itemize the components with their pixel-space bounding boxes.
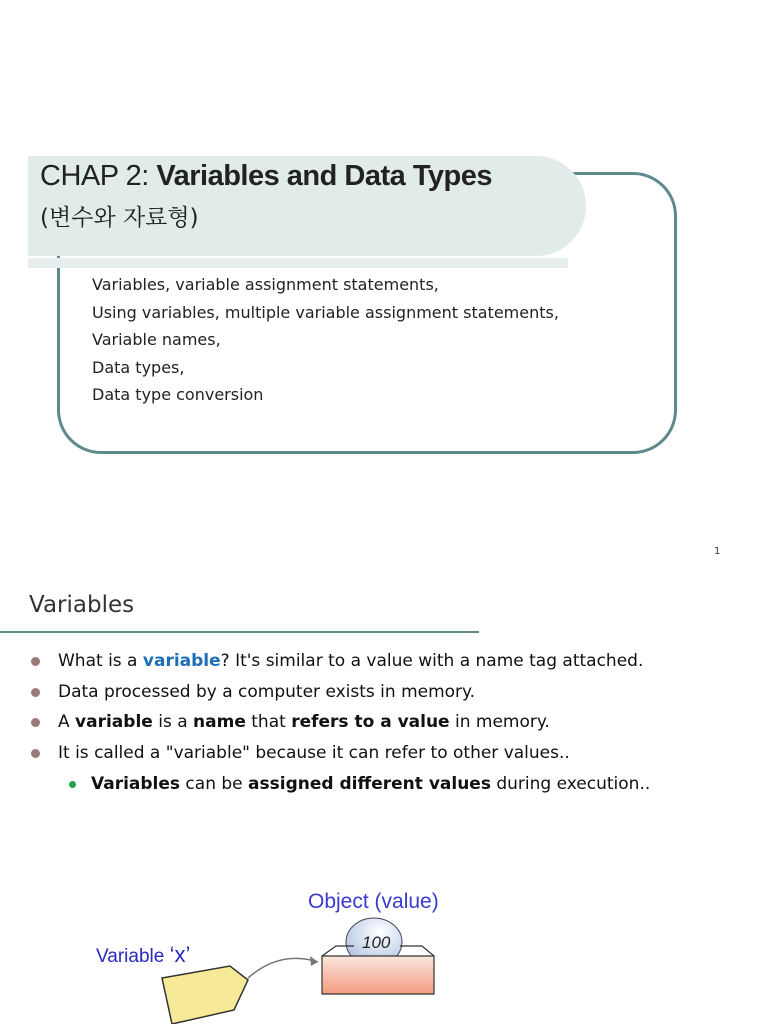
object-label: Object (value) bbox=[308, 890, 439, 913]
sub-bullet-item bbox=[68, 772, 650, 796]
bullet-text: that bbox=[245, 712, 292, 732]
bullet-text: can be bbox=[180, 774, 249, 794]
topic-item: Variable names, bbox=[92, 330, 221, 349]
bold-term: name bbox=[193, 712, 246, 732]
arrow-icon bbox=[248, 958, 318, 978]
bullet-text: during execution.. bbox=[490, 774, 651, 794]
bullet-text: A bbox=[58, 712, 76, 732]
variable-label-text: Variable bbox=[96, 946, 170, 967]
bullet-dot-icon bbox=[31, 718, 40, 727]
bullet-list bbox=[30, 649, 643, 771]
bullet-dot-icon bbox=[31, 657, 40, 666]
chapter-name: Variables and Data Types bbox=[156, 160, 492, 192]
value-text: 100 bbox=[362, 933, 391, 952]
bullet-item bbox=[30, 710, 643, 741]
bullet-dot-icon bbox=[31, 688, 40, 697]
bullet-text: What is a bbox=[58, 651, 143, 671]
topic-item: Data types, bbox=[92, 357, 185, 377]
bullet-text: Data processed by a computer exists in memory. bbox=[58, 681, 476, 702]
bullet-item bbox=[30, 680, 643, 711]
chapter-number: CHAP 2: bbox=[40, 160, 157, 192]
topic-item: Using variables, multiple variable assignment statements, bbox=[92, 302, 559, 322]
highlight-term: variable bbox=[142, 651, 221, 671]
topic-item: Data type conversion bbox=[92, 385, 264, 404]
name-tag-icon bbox=[162, 966, 248, 1024]
bold-term: assigned different values bbox=[248, 774, 491, 794]
bullet-text: It is called a "variable" because it can refer to other values.. bbox=[58, 742, 570, 763]
heading-divider bbox=[0, 631, 479, 633]
bullet-text: ? It's similar to a value with a name tag attached. bbox=[220, 651, 644, 671]
object-box-icon bbox=[322, 956, 434, 994]
chapter-title bbox=[40, 160, 492, 193]
bullet-text: in memory. bbox=[449, 712, 550, 732]
sub-bullet-dot-icon bbox=[69, 781, 76, 788]
bullet-item bbox=[30, 649, 643, 680]
bold-term: Variables bbox=[91, 774, 181, 794]
bullet-dot-icon bbox=[31, 749, 40, 758]
page-number: 1 bbox=[714, 546, 721, 557]
variable-name: ‘x’ bbox=[169, 942, 191, 967]
chapter-subtitle: (변수와 자료형) bbox=[40, 205, 199, 231]
bullet-item bbox=[30, 741, 643, 772]
topic-item: Variables, variable assignment statements, bbox=[92, 275, 439, 294]
bold-term: refers to a value bbox=[291, 712, 450, 732]
title-stripe bbox=[28, 258, 568, 268]
topic-list bbox=[92, 274, 559, 412]
section-heading: Variables bbox=[29, 592, 135, 618]
variable-diagram bbox=[150, 910, 450, 1024]
bold-term: variable bbox=[75, 712, 153, 732]
bullet-text: is a bbox=[152, 712, 194, 732]
